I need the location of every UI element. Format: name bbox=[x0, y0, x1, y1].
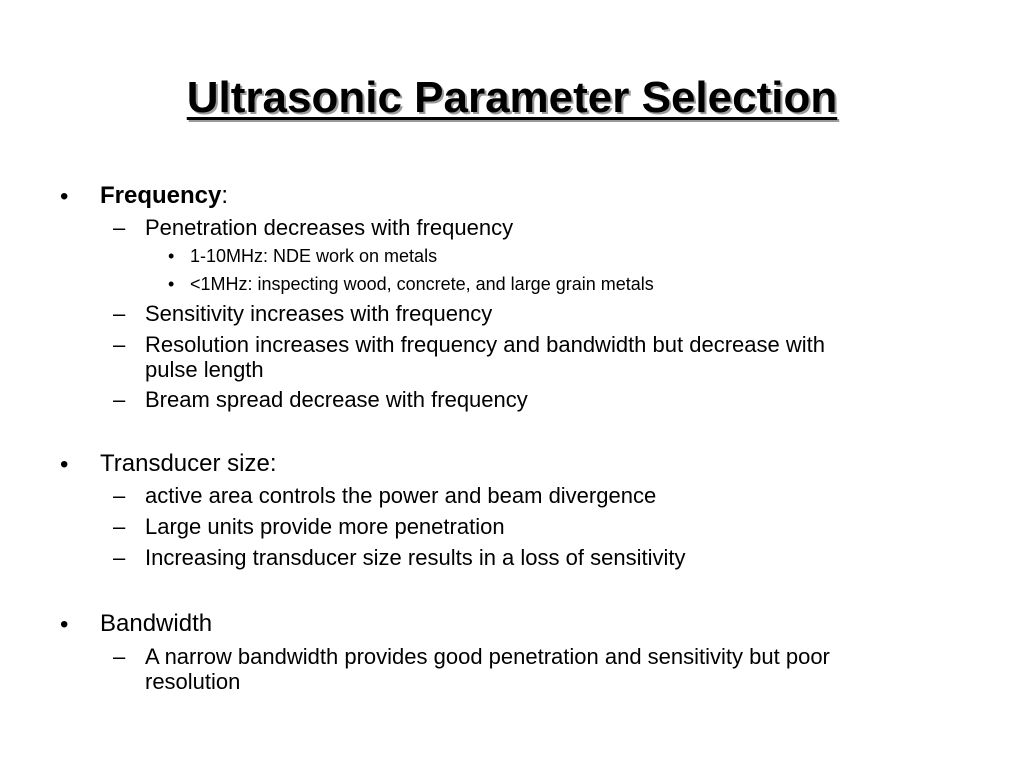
section-heading-bold: Frequency bbox=[100, 182, 222, 209]
section-heading-bandwidth: Bandwidth bbox=[100, 610, 213, 637]
dash-marker: – bbox=[113, 644, 126, 669]
sub-list-item: <1MHz: inspecting wood, concrete, and large grain metals bbox=[190, 274, 654, 294]
section-heading-frequency bbox=[100, 184, 228, 208]
dash-marker: – bbox=[113, 301, 126, 326]
dash-marker: – bbox=[113, 332, 126, 357]
slide-title: Ultrasonic Parameter Selection bbox=[186, 73, 838, 122]
dash-marker: – bbox=[113, 215, 126, 240]
section-heading-transducer-size: Transducer size: bbox=[100, 450, 277, 477]
dash-marker: – bbox=[113, 483, 126, 508]
list-item: Increasing transducer size results in a loss of sensitivity bbox=[145, 545, 686, 570]
list-item-continuation: resolution bbox=[145, 669, 241, 694]
section-heading-suffix: : bbox=[221, 182, 229, 209]
dash-marker: – bbox=[113, 387, 126, 412]
bullet-marker: • bbox=[60, 611, 69, 638]
dash-marker: – bbox=[113, 514, 126, 539]
sub-bullet-marker: • bbox=[168, 246, 175, 266]
list-item: A narrow bandwidth provides good penetration and sensitivity but poor bbox=[145, 644, 830, 669]
bullet-marker: • bbox=[60, 451, 69, 478]
list-item: Bream spread decrease with frequency bbox=[145, 387, 528, 412]
sub-list-item: 1-10MHz: NDE work on metals bbox=[190, 246, 438, 266]
list-item: Large units provide more penetration bbox=[145, 514, 505, 539]
bullet-marker: • bbox=[60, 183, 69, 210]
dash-marker: – bbox=[113, 545, 126, 570]
list-item: Resolution increases with frequency and bandwidth but decrease with bbox=[145, 332, 825, 357]
list-item: active area controls the power and beam divergence bbox=[145, 483, 657, 508]
list-item-continuation: pulse length bbox=[145, 357, 264, 382]
sub-bullet-marker: • bbox=[168, 274, 175, 294]
list-item: Penetration decreases with frequency bbox=[145, 215, 514, 240]
list-item: Sensitivity increases with frequency bbox=[145, 301, 493, 326]
